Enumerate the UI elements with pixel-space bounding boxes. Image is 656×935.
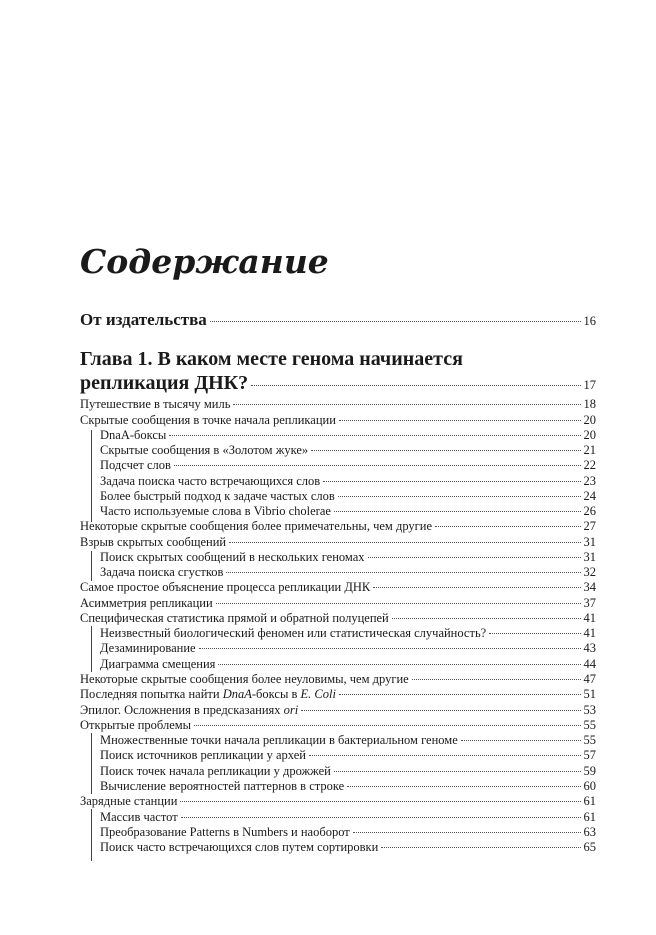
page-number: 20 bbox=[583, 413, 596, 427]
entry-text: Часто используемые слова в Vibrio cholerae bbox=[100, 504, 331, 518]
page-number: 61 bbox=[583, 794, 596, 808]
entry-text: Подсчет слов bbox=[100, 458, 171, 472]
dot-leader bbox=[218, 664, 580, 665]
page-number: 65 bbox=[583, 840, 596, 854]
page-number: 20 bbox=[583, 428, 596, 442]
page-number: 23 bbox=[583, 474, 596, 488]
toc-entry[interactable] bbox=[80, 672, 596, 688]
toc-subentry[interactable] bbox=[100, 428, 596, 444]
page-number: 32 bbox=[583, 565, 596, 579]
page-number: 44 bbox=[583, 657, 596, 671]
dot-leader bbox=[412, 679, 581, 680]
toc-subentry[interactable] bbox=[100, 779, 596, 795]
page-number: 55 bbox=[583, 718, 596, 732]
dot-leader bbox=[251, 385, 580, 386]
toc-subentry[interactable] bbox=[100, 641, 596, 657]
entry-text: Открытые проблемы bbox=[80, 718, 192, 732]
toc-entry[interactable] bbox=[80, 596, 596, 612]
page-number: 22 bbox=[583, 458, 596, 472]
entry-text: Дезаминирование bbox=[100, 641, 196, 655]
entry-text: Поиск скрытых сообщений в нескольких геномах bbox=[100, 550, 365, 564]
page-number: 18 bbox=[583, 397, 596, 411]
page-number: 31 bbox=[583, 535, 596, 549]
dot-leader bbox=[323, 481, 580, 482]
entry-text: Скрытые сообщения в точке начала репликации bbox=[80, 413, 336, 427]
page-number: 34 bbox=[583, 580, 596, 594]
dot-leader bbox=[339, 420, 581, 421]
toc-entry[interactable] bbox=[80, 580, 596, 596]
entry-text: Диаграмма смещения bbox=[100, 657, 216, 671]
page-number: 26 bbox=[583, 504, 596, 518]
entry-text: Некоторые скрытые сообщения более неуловимы, чем другие bbox=[80, 672, 409, 686]
page-title: Содержание bbox=[80, 242, 329, 281]
page-number: 16 bbox=[583, 314, 596, 328]
dot-leader bbox=[174, 465, 581, 466]
toc-entry[interactable] bbox=[80, 519, 596, 535]
page-number: 53 bbox=[583, 703, 596, 717]
dot-leader bbox=[216, 603, 581, 604]
toc-subentry[interactable] bbox=[100, 474, 596, 490]
dot-leader bbox=[338, 496, 581, 497]
entry-text: Специфическая статистика прямой и обратной полуцепей bbox=[80, 611, 389, 625]
toc-subentry[interactable] bbox=[100, 443, 596, 459]
entry-text: Более быстрый подход к задаче частых слов bbox=[100, 489, 335, 503]
entry-text: Задача поиска сгустков bbox=[100, 565, 224, 579]
page-number: 27 bbox=[583, 519, 596, 533]
toc-subentry[interactable] bbox=[100, 748, 596, 764]
toc-entry-publisher[interactable] bbox=[80, 310, 596, 330]
entry-text: Путешествие в тысячу миль bbox=[80, 397, 231, 411]
page-number: 31 bbox=[583, 550, 596, 564]
chapter-heading-line2: репликация ДНК? bbox=[80, 372, 249, 394]
page-number: 61 bbox=[583, 810, 596, 824]
toc-subentry[interactable] bbox=[100, 764, 596, 780]
toc-entry[interactable] bbox=[80, 397, 596, 413]
toc-subentry[interactable] bbox=[100, 810, 596, 826]
toc-entry[interactable] bbox=[80, 718, 596, 734]
dot-leader bbox=[373, 587, 580, 588]
entry-text: Массив частот bbox=[100, 810, 178, 824]
page-number: 43 bbox=[583, 641, 596, 655]
dot-leader bbox=[368, 557, 581, 558]
dot-leader bbox=[392, 618, 581, 619]
page-number: 17 bbox=[583, 378, 596, 392]
toc-subentry[interactable] bbox=[100, 458, 596, 474]
page-number: 60 bbox=[583, 779, 596, 793]
dot-leader bbox=[353, 832, 581, 833]
toc-subentry[interactable] bbox=[100, 489, 596, 505]
toc-subentry[interactable] bbox=[100, 733, 596, 749]
entry-text: Поиск точек начала репликации у дрожжей bbox=[100, 764, 331, 778]
entry-text: Скрытые сообщения в «Золотом жуке» bbox=[100, 443, 309, 457]
toc-entry[interactable] bbox=[80, 535, 596, 551]
entry-text: Эпилог. Осложнения в предсказаниях ori bbox=[80, 703, 299, 717]
dot-leader bbox=[226, 572, 580, 573]
dot-leader bbox=[180, 801, 580, 802]
entry-text: Поиск источников репликации у архей bbox=[100, 748, 306, 762]
page-number: 55 bbox=[583, 733, 596, 747]
toc-subentry[interactable] bbox=[100, 840, 596, 856]
dot-leader bbox=[334, 771, 581, 772]
entry-text: От издательства bbox=[80, 310, 207, 329]
entry-text: Вычисление вероятностей паттернов в строке bbox=[100, 779, 345, 793]
toc-subentry[interactable] bbox=[100, 504, 596, 520]
subsection-rule bbox=[91, 430, 92, 522]
chapter-heading-line1[interactable]: Глава 1. В каком месте генома начинается bbox=[80, 348, 463, 370]
entry-text: Преобразование Patterns в Numbers и наоборот bbox=[100, 825, 350, 839]
toc-entry[interactable] bbox=[80, 794, 596, 810]
dot-leader bbox=[169, 435, 580, 436]
toc-subentry[interactable] bbox=[100, 550, 596, 566]
page-number: 41 bbox=[583, 626, 596, 640]
dot-leader bbox=[461, 740, 581, 741]
entry-text: Зарядные станции bbox=[80, 794, 178, 808]
toc-entry[interactable] bbox=[80, 413, 596, 429]
page-number: 51 bbox=[583, 687, 596, 701]
entry-text: Множественные точки начала репликации в бактериальном геноме bbox=[100, 733, 458, 747]
toc-entry[interactable] bbox=[80, 703, 596, 719]
page-number: 41 bbox=[583, 611, 596, 625]
dot-leader bbox=[381, 847, 580, 848]
page-number: 59 bbox=[583, 764, 596, 778]
toc-entry-chapter[interactable] bbox=[80, 372, 596, 396]
page-number: 57 bbox=[583, 748, 596, 762]
toc-subentry[interactable] bbox=[100, 565, 596, 581]
dot-leader bbox=[334, 511, 581, 512]
subsection-rule bbox=[91, 809, 92, 861]
entry-text: Асимметрия репликации bbox=[80, 596, 213, 610]
dot-leader bbox=[229, 542, 580, 543]
page-number: 47 bbox=[583, 672, 596, 686]
toc-subentry[interactable] bbox=[100, 825, 596, 841]
dot-leader bbox=[210, 321, 581, 322]
toc-entry[interactable] bbox=[80, 611, 596, 627]
page-number: 63 bbox=[583, 825, 596, 839]
dot-leader bbox=[301, 710, 580, 711]
dot-leader bbox=[347, 786, 580, 787]
subsection-rule bbox=[91, 626, 92, 672]
dot-leader bbox=[311, 450, 580, 451]
page-number: 21 bbox=[583, 443, 596, 457]
dot-leader bbox=[339, 694, 581, 695]
entry-text: Некоторые скрытые сообщения более примечательны, чем другие bbox=[80, 519, 433, 533]
entry-text: DnaA-боксы bbox=[100, 428, 167, 442]
toc-subentry[interactable] bbox=[100, 626, 596, 642]
dot-leader bbox=[489, 633, 580, 634]
dot-leader bbox=[199, 648, 581, 649]
entry-text: Поиск часто встречающихся слов путем сортировки bbox=[100, 840, 379, 854]
toc-entry[interactable] bbox=[80, 687, 596, 703]
dot-leader bbox=[309, 755, 581, 756]
entry-text: Последняя попытка найти DnaA-боксы в E. Coli bbox=[80, 687, 336, 701]
entry-text: Взрыв скрытых сообщений bbox=[80, 535, 227, 549]
page-number: 37 bbox=[583, 596, 596, 610]
dot-leader bbox=[233, 404, 580, 405]
dot-leader bbox=[194, 725, 580, 726]
dot-leader bbox=[435, 526, 580, 527]
subsection-rule bbox=[91, 551, 92, 581]
dot-leader bbox=[181, 817, 581, 818]
page-number: 24 bbox=[583, 489, 596, 503]
toc-subentry[interactable] bbox=[100, 657, 596, 673]
entry-text: Задача поиска часто встречающихся слов bbox=[100, 474, 321, 488]
entry-text: Самое простое объяснение процесса репликации ДНК bbox=[80, 580, 371, 594]
subsection-rule bbox=[91, 733, 92, 794]
entry-text: Неизвестный биологический феномен или статистическая случайность? bbox=[100, 626, 487, 640]
